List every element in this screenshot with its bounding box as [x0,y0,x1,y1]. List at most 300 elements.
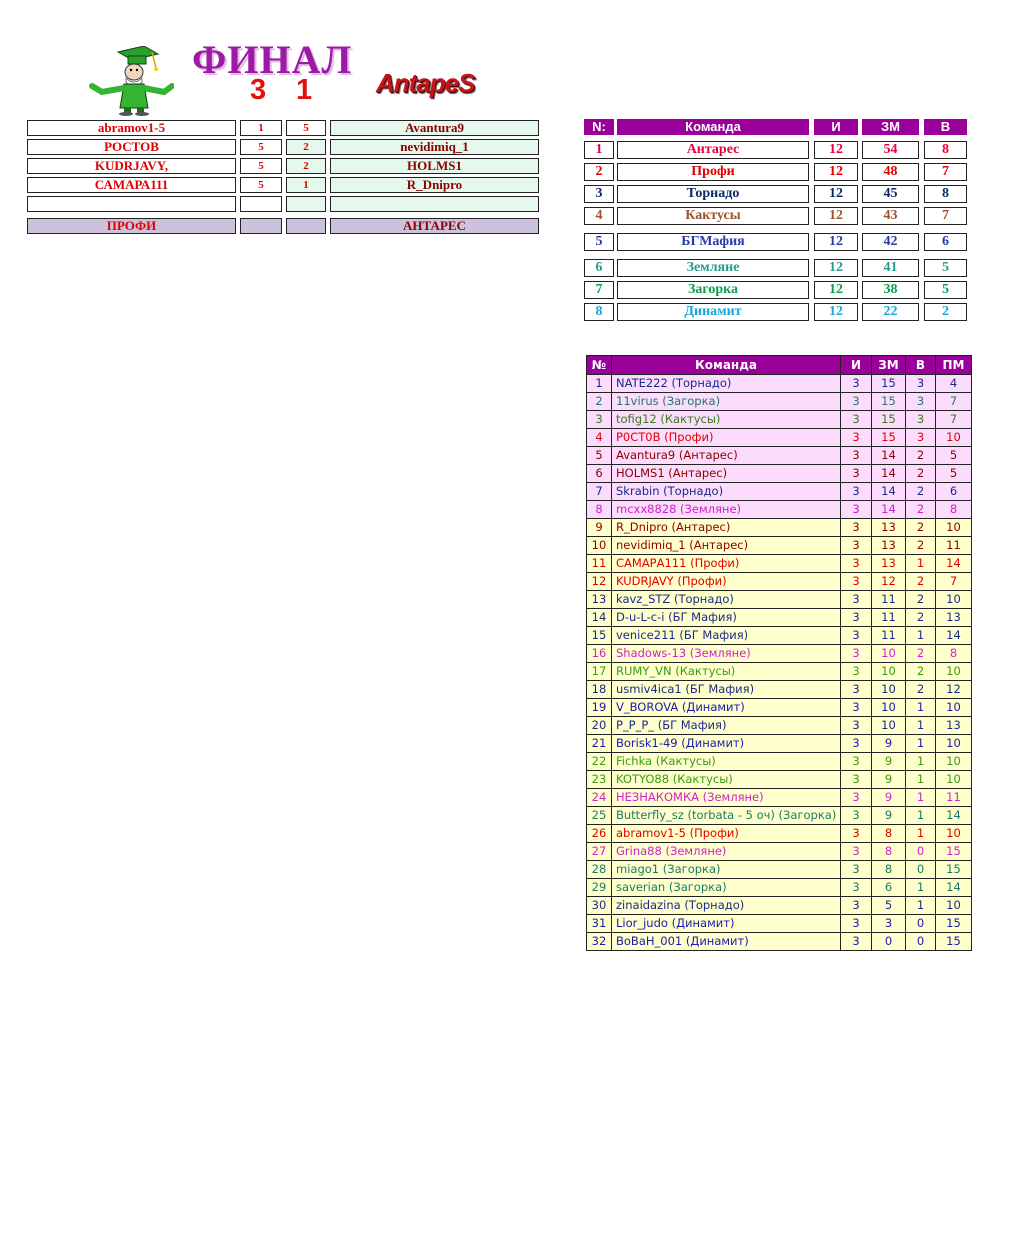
table-row [587,861,972,879]
player-zm: 9 [872,789,906,807]
table-row [587,681,972,699]
col-header-zm: ЗМ [872,356,906,375]
player-zm: 9 [872,753,906,771]
team-name: Профи [617,163,809,181]
col-header-games: И [841,356,872,375]
match-right-player: HOLMS1 [330,158,539,174]
table-row [587,771,972,789]
col-header-team: Команда [617,119,809,135]
player-zm: 10 [872,645,906,663]
player-zm: 8 [872,861,906,879]
table-row [587,465,972,483]
player-rank: 32 [587,933,612,951]
player-wins: 2 [906,663,936,681]
player-zm: 10 [872,717,906,735]
player-zm: 0 [872,933,906,951]
score-right: 1 [296,74,313,106]
table-row [587,699,972,717]
player-games: 3 [841,537,872,555]
player-wins: 1 [906,753,936,771]
player-pm: 14 [936,879,972,897]
team-wins: 5 [924,281,967,299]
player-name: Lior_judo (Динамит) [612,915,841,933]
table-row [587,375,972,393]
match-score-right [286,218,326,234]
match-score-right [286,196,326,212]
player-wins: 1 [906,807,936,825]
player-games: 3 [841,609,872,627]
team-zm: 38 [862,281,919,299]
player-rank: 19 [587,699,612,717]
player-pm: 10 [936,897,972,915]
player-wins: 2 [906,537,936,555]
match-score-left: 5 [240,177,282,193]
match-score-right: 1 [286,177,326,193]
player-zm: 6 [872,879,906,897]
player-games: 3 [841,825,872,843]
player-games: 3 [841,915,872,933]
table-row [587,501,972,519]
player-games: 3 [841,447,872,465]
player-wins: 0 [906,861,936,879]
team-games: 12 [814,233,858,251]
player-wins: 3 [906,411,936,429]
table-row [587,879,972,897]
player-pm: 11 [936,537,972,555]
match-left-player [27,196,236,212]
player-wins: 1 [906,897,936,915]
player-rank: 16 [587,645,612,663]
col-header-wins: В [924,119,967,135]
table-row [587,393,972,411]
table-row [587,555,972,573]
player-games: 3 [841,465,872,483]
player-rank: 2 [587,393,612,411]
player-games: 3 [841,735,872,753]
player-pm: 8 [936,645,972,663]
player-rank: 24 [587,789,612,807]
team-wins: 8 [924,185,967,203]
player-pm: 10 [936,825,972,843]
player-wins: 1 [906,699,936,717]
match-score-right: 2 [286,158,326,174]
player-zm: 13 [872,555,906,573]
player-name: nevidimiq_1 (Антарес) [612,537,841,555]
player-name: V_BOROVA (Динамит) [612,699,841,717]
team-games: 12 [814,185,858,203]
player-zm: 9 [872,771,906,789]
player-wins: 2 [906,519,936,537]
mascot-icon [88,46,174,116]
player-wins: 1 [906,717,936,735]
player-zm: 10 [872,681,906,699]
player-name: KUDRJAVY (Профи) [612,573,841,591]
player-rank: 25 [587,807,612,825]
team-wins: 2 [924,303,967,321]
player-pm: 10 [936,771,972,789]
player-pm: 6 [936,483,972,501]
player-pm: 7 [936,393,972,411]
player-name: kavz_STZ (Торнадо) [612,591,841,609]
player-zm: 12 [872,573,906,591]
match-right-player [330,196,539,212]
team-games: 12 [814,303,858,321]
match-right-player: R_Dnipro [330,177,539,193]
player-zm: 15 [872,393,906,411]
player-name: BoBaH_001 (Динамит) [612,933,841,951]
player-name: zinaidazina (Торнадо) [612,897,841,915]
col-header-team: Команда [612,356,841,375]
player-games: 3 [841,843,872,861]
player-wins: 2 [906,645,936,663]
player-wins: 1 [906,555,936,573]
player-zm: 15 [872,411,906,429]
player-name: Borisk1-49 (Динамит) [612,735,841,753]
player-rank: 9 [587,519,612,537]
team-rank: 2 [584,163,614,181]
player-name: D-u-L-c-i (БГ Мафия) [612,609,841,627]
player-zm: 8 [872,825,906,843]
match-left-player: ПРОФИ [27,218,236,234]
player-pm: 11 [936,789,972,807]
player-name: Skrabin (Торнадо) [612,483,841,501]
match-left-player: САМАРА111 [27,177,236,193]
player-name: Avantura9 (Антарес) [612,447,841,465]
player-pm: 10 [936,429,972,447]
player-wins: 0 [906,933,936,951]
player-games: 3 [841,645,872,663]
col-header-number: N: [584,119,614,135]
player-games: 3 [841,699,872,717]
antares-logo: AntapeS [376,68,475,98]
player-pm: 10 [936,699,972,717]
table-row [587,843,972,861]
player-pm: 5 [936,447,972,465]
player-games: 3 [841,861,872,879]
team-wins: 8 [924,141,967,159]
player-pm: 10 [936,735,972,753]
player-wins: 2 [906,609,936,627]
table-row [587,735,972,753]
player-name: САМАРА111 (Профи) [612,555,841,573]
player-pm: 4 [936,375,972,393]
team-rank: 1 [584,141,614,159]
player-zm: 8 [872,843,906,861]
player-pm: 7 [936,573,972,591]
player-pm: 10 [936,519,972,537]
player-rank: 8 [587,501,612,519]
player-name: P0CT0B (Профи) [612,429,841,447]
player-games: 3 [841,375,872,393]
player-name: Butterfly_sz (torbata - 5 оч) (Загорка) [612,807,841,825]
player-wins: 3 [906,375,936,393]
team-rank: 4 [584,207,614,225]
player-name: mcxx8828 (Земляне) [612,501,841,519]
page-title: ФИНАЛ [192,37,353,82]
player-pm: 13 [936,717,972,735]
table-row [587,609,972,627]
match-score-left [240,196,282,212]
table-row [587,933,972,951]
team-wins: 5 [924,259,967,277]
player-pm: 5 [936,465,972,483]
player-games: 3 [841,519,872,537]
player-pm: 8 [936,501,972,519]
player-rank: 22 [587,753,612,771]
match-right-player: Avantura9 [330,120,539,136]
team-name: Загорка [617,281,809,299]
match-left-player: abramov1-5 [27,120,236,136]
team-name: Антарес [617,141,809,159]
player-zm: 14 [872,501,906,519]
team-zm: 43 [862,207,919,225]
col-header-number: № [587,356,612,375]
player-zm: 5 [872,897,906,915]
player-name: Fichka (Кактусы) [612,753,841,771]
player-games: 3 [841,393,872,411]
player-standings-table [586,355,972,951]
player-rank: 23 [587,771,612,789]
col-header-games: И [814,119,858,135]
team-games: 12 [814,163,858,181]
team-name: Динамит [617,303,809,321]
table-row [587,825,972,843]
player-name: tofig12 (Кактусы) [612,411,841,429]
table-row [587,645,972,663]
team-rank: 8 [584,303,614,321]
player-name: saverian (Загорка) [612,879,841,897]
player-zm: 9 [872,807,906,825]
table-row [587,753,972,771]
player-games: 3 [841,789,872,807]
match-score-left: 5 [240,139,282,155]
player-games: 3 [841,483,872,501]
player-rank: 14 [587,609,612,627]
player-pm: 15 [936,915,972,933]
player-name: abramov1-5 (Профи) [612,825,841,843]
team-rank: 7 [584,281,614,299]
player-pm: 13 [936,609,972,627]
table-row [587,591,972,609]
player-rank: 7 [587,483,612,501]
player-zm: 10 [872,663,906,681]
table-row [587,519,972,537]
match-score-right: 5 [286,120,326,136]
player-zm: 13 [872,519,906,537]
player-rank: 3 [587,411,612,429]
player-zm: 14 [872,483,906,501]
table-row [587,915,972,933]
player-games: 3 [841,717,872,735]
match-score-left: 1 [240,120,282,136]
team-games: 12 [814,207,858,225]
player-name: KOTYO88 (Кактусы) [612,771,841,789]
table-row [587,717,972,735]
team-games: 12 [814,259,858,277]
team-zm: 48 [862,163,919,181]
table-row [587,447,972,465]
player-games: 3 [841,627,872,645]
player-games: 3 [841,933,872,951]
team-zm: 42 [862,233,919,251]
player-name: P_P_P_ (БГ Мафия) [612,717,841,735]
player-rank: 17 [587,663,612,681]
player-wins: 1 [906,735,936,753]
player-pm: 14 [936,807,972,825]
player-wins: 2 [906,465,936,483]
player-games: 3 [841,753,872,771]
player-wins: 0 [906,915,936,933]
player-games: 3 [841,897,872,915]
player-zm: 9 [872,735,906,753]
player-rank: 20 [587,717,612,735]
player-games: 3 [841,879,872,897]
player-rank: 5 [587,447,612,465]
player-name: venice211 (БГ Мафия) [612,627,841,645]
player-name: miago1 (Загорка) [612,861,841,879]
player-zm: 15 [872,429,906,447]
player-rank: 18 [587,681,612,699]
player-games: 3 [841,807,872,825]
player-wins: 2 [906,483,936,501]
player-zm: 11 [872,627,906,645]
player-games: 3 [841,555,872,573]
player-games: 3 [841,771,872,789]
col-header-zm: ЗМ [862,119,919,135]
team-zm: 54 [862,141,919,159]
table-row [587,663,972,681]
table-row [587,411,972,429]
player-wins: 1 [906,825,936,843]
team-zm: 41 [862,259,919,277]
player-rank: 30 [587,897,612,915]
player-games: 3 [841,429,872,447]
table-row [587,429,972,447]
player-name: RUMY_VN (Кактусы) [612,663,841,681]
player-pm: 10 [936,591,972,609]
table-row [587,483,972,501]
match-right-player: nevidimiq_1 [330,139,539,155]
match-left-player: РОСТОВ [27,139,236,155]
player-name: R_Dnipro (Антарес) [612,519,841,537]
team-name: Земляне [617,259,809,277]
player-wins: 0 [906,843,936,861]
team-zm: 22 [862,303,919,321]
team-wins: 7 [924,207,967,225]
table-row [587,789,972,807]
player-rank: 31 [587,915,612,933]
player-wins: 3 [906,429,936,447]
player-rank: 15 [587,627,612,645]
table-row [587,807,972,825]
player-rank: 4 [587,429,612,447]
team-rank: 5 [584,233,614,251]
team-name: Торнадо [617,185,809,203]
player-rank: 21 [587,735,612,753]
player-rank: 10 [587,537,612,555]
col-header-pm: ПМ [936,356,972,375]
col-header-wins: В [906,356,936,375]
player-rank: 13 [587,591,612,609]
table-row [587,537,972,555]
player-zm: 13 [872,537,906,555]
team-wins: 6 [924,233,967,251]
player-wins: 2 [906,447,936,465]
player-zm: 14 [872,447,906,465]
player-zm: 11 [872,609,906,627]
table-row [587,897,972,915]
player-wins: 1 [906,771,936,789]
player-rank: 6 [587,465,612,483]
match-right-player: АНТАРЕС [330,218,539,234]
score-left: 3 [250,74,267,106]
player-pm: 14 [936,555,972,573]
player-games: 3 [841,411,872,429]
player-rank: 1 [587,375,612,393]
team-games: 12 [814,281,858,299]
player-name: НЕЗНАКОМКА (Земляне) [612,789,841,807]
player-zm: 11 [872,591,906,609]
player-wins: 2 [906,573,936,591]
player-pm: 12 [936,681,972,699]
match-left-player: KUDRJAVY, [27,158,236,174]
player-rank: 26 [587,825,612,843]
player-rank: 29 [587,879,612,897]
team-games: 12 [814,141,858,159]
match-score-left [240,218,282,234]
team-rank: 3 [584,185,614,203]
player-wins: 3 [906,393,936,411]
team-name: Кактусы [617,207,809,225]
player-rank: 27 [587,843,612,861]
player-zm: 3 [872,915,906,933]
player-zm: 14 [872,465,906,483]
table-row [587,627,972,645]
player-pm: 14 [936,627,972,645]
player-wins: 2 [906,681,936,699]
player-wins: 1 [906,789,936,807]
player-name: Grina88 (Земляне) [612,843,841,861]
team-name: БГМафия [617,233,809,251]
player-rank: 28 [587,861,612,879]
player-games: 3 [841,591,872,609]
player-pm: 15 [936,843,972,861]
match-score-left: 5 [240,158,282,174]
player-rank: 11 [587,555,612,573]
table-row [587,573,972,591]
team-rank: 6 [584,259,614,277]
team-zm: 45 [862,185,919,203]
match-score-right: 2 [286,139,326,155]
player-pm: 15 [936,933,972,951]
player-wins: 1 [906,627,936,645]
player-name: Shadows-13 (Земляне) [612,645,841,663]
player-games: 3 [841,663,872,681]
player-name: usmiv4ica1 (БГ Мафия) [612,681,841,699]
player-games: 3 [841,573,872,591]
player-games: 3 [841,501,872,519]
player-pm: 15 [936,861,972,879]
player-zm: 15 [872,375,906,393]
player-rank: 12 [587,573,612,591]
player-zm: 10 [872,699,906,717]
team-wins: 7 [924,163,967,181]
player-name: 11virus (Загорка) [612,393,841,411]
player-name: HOLMS1 (Антарес) [612,465,841,483]
player-games: 3 [841,681,872,699]
player-pm: 7 [936,411,972,429]
player-pm: 10 [936,663,972,681]
